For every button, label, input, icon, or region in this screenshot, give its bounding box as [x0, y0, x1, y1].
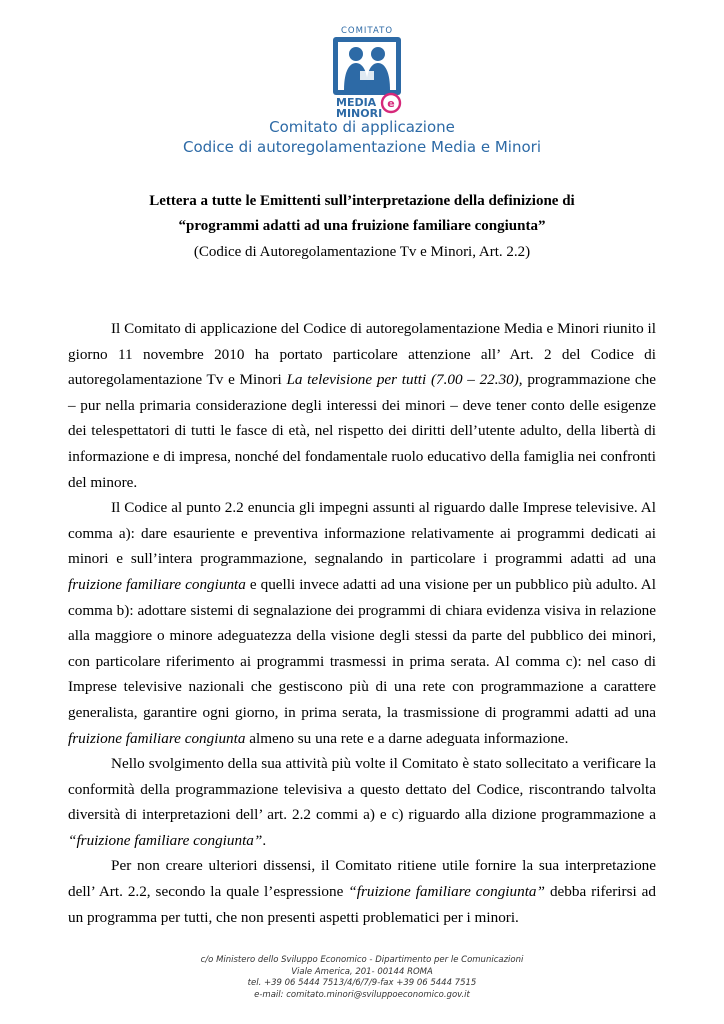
letter-title-line2: “programmi adatti ad una fruizione familiare congiunta” [178, 218, 546, 234]
p3-italic: “fruizione familiare congiunta” [68, 831, 263, 849]
p1-text-b: programmazione che – pur nella primaria considerazione degli interessi dei minori – deve tener conto delle esigenze dei telespettatori di tutti le fasce di età, nel rispetto dei diritti dell’utente adulto, della libertà di informazione e di impresa, nonché del fondamentale ruolo educativo della famiglia nei confronti del minore. [68, 371, 656, 491]
paragraph-4 [68, 853, 656, 930]
p1-italic: La televisione per tutti (7.00 – 22.30), [286, 371, 523, 389]
paragraph-1 [68, 316, 656, 495]
paragraph-3 [68, 751, 656, 853]
footer-address-line1: c/o Ministero dello Sviluppo Economico - Dipartimento per le Comunicazioni [200, 955, 524, 965]
logo-e-letter: e [387, 97, 395, 110]
p2-text-a: Il Codice al punto 2.2 enuncia gli impegni assunti al riguardo dalle Imprese televisive. Al comma a): dare esauriente e preventiva informazione relativamente ai programmi dedicati ai minori e sull’intera programmazione, segnalando in particolare i programmi adatti ad una [68, 499, 656, 568]
footer-address-line2: Viale America, 201- 00144 ROMA [291, 966, 433, 977]
letter-subtitle: (Codice di Autoregolamentazione Tv e Minori, Art. 2.2) [193, 244, 531, 260]
p4-italic: “fruizione familiare congiunta” [348, 883, 545, 901]
p4-text-b: debba riferirsi ad un programma per tutti, che non presenti aspetti problematici per i minori. [68, 883, 656, 926]
p2-text-b: e quelli invece adatti ad una visione per un pubblico più adulto. Al comma b): adottare sistemi di segnalazione dei programmi di chiara evidenza visiva in relazione alla maggiore o minore adeguatezza della visione degli stessi da parte del pubblico dei minori, con particolare riferimento ai programmi trasmessi in prima serata. Al comma c): nel caso di Imprese televisive nazionali che gestiscono più di una rete con programmazione a carattere generalista, garantire ogni giorno, in prima serata, la trasmissione di programmi adatti ad una [68, 575, 656, 721]
logo-media-text: MEDIA [336, 96, 377, 109]
paragraph-2 [68, 495, 656, 751]
letter-body [68, 316, 656, 930]
logo-book [360, 71, 374, 80]
logo-child-head-right [371, 47, 385, 61]
p2-italic-1: fruizione familiare congiunta [68, 575, 246, 593]
committee-logo [330, 24, 404, 120]
logo-graphic [330, 24, 404, 120]
p2-italic-2: fruizione familiare congiunta [68, 729, 246, 747]
org-name-line2: Codice di autoregolamentazione Media e Minori [182, 138, 541, 156]
page-footer [0, 955, 724, 1001]
p4-text-a: Per non creare ulteriori dissensi, il Comitato ritiene utile fornire la sua interpretazione dell’ Art. 2.2, secondo la quale l’espressione [68, 857, 656, 901]
logo-top-text: COMITATO [340, 26, 394, 36]
logo-child-head-left [349, 47, 363, 61]
p2-text-c: almeno su una rete e a darne adeguata informazione. [245, 729, 569, 747]
logo-minori-text: MINORI [336, 107, 383, 120]
p3-text-a: Nello svolgimento della sua attività più volte il Comitato è stato sollecitato a verificare la conformità della programmazione televisiva a questo dettato del Codice, riscontrando talvolta diversità di interpretazioni dell’ art. 2.2 commi a) e c) riguardo alla dizione programmazione a [68, 755, 656, 824]
footer-email: e-mail: comitato.minori@sviluppoeconomico.gov.it [254, 989, 470, 1000]
footer-phone: tel. +39 06 5444 7513/4/6/7/9-fax +39 06 5444 7515 [247, 978, 477, 988]
p3-text-b: . [262, 831, 267, 849]
org-name-line1: Comitato di applicazione [269, 118, 455, 136]
letter-title-line1: Lettera a tutte le Emittenti sull’interpretazione della definizione di [149, 193, 575, 209]
p1-text-a: Il Comitato di applicazione del Codice di autoregolamentazione Media e Minori riunito il giorno 11 novembre 2010 ha portato particolare attenzione all’ Art. 2 del Codice di autoregolamentazione Tv e Minori [68, 320, 656, 389]
